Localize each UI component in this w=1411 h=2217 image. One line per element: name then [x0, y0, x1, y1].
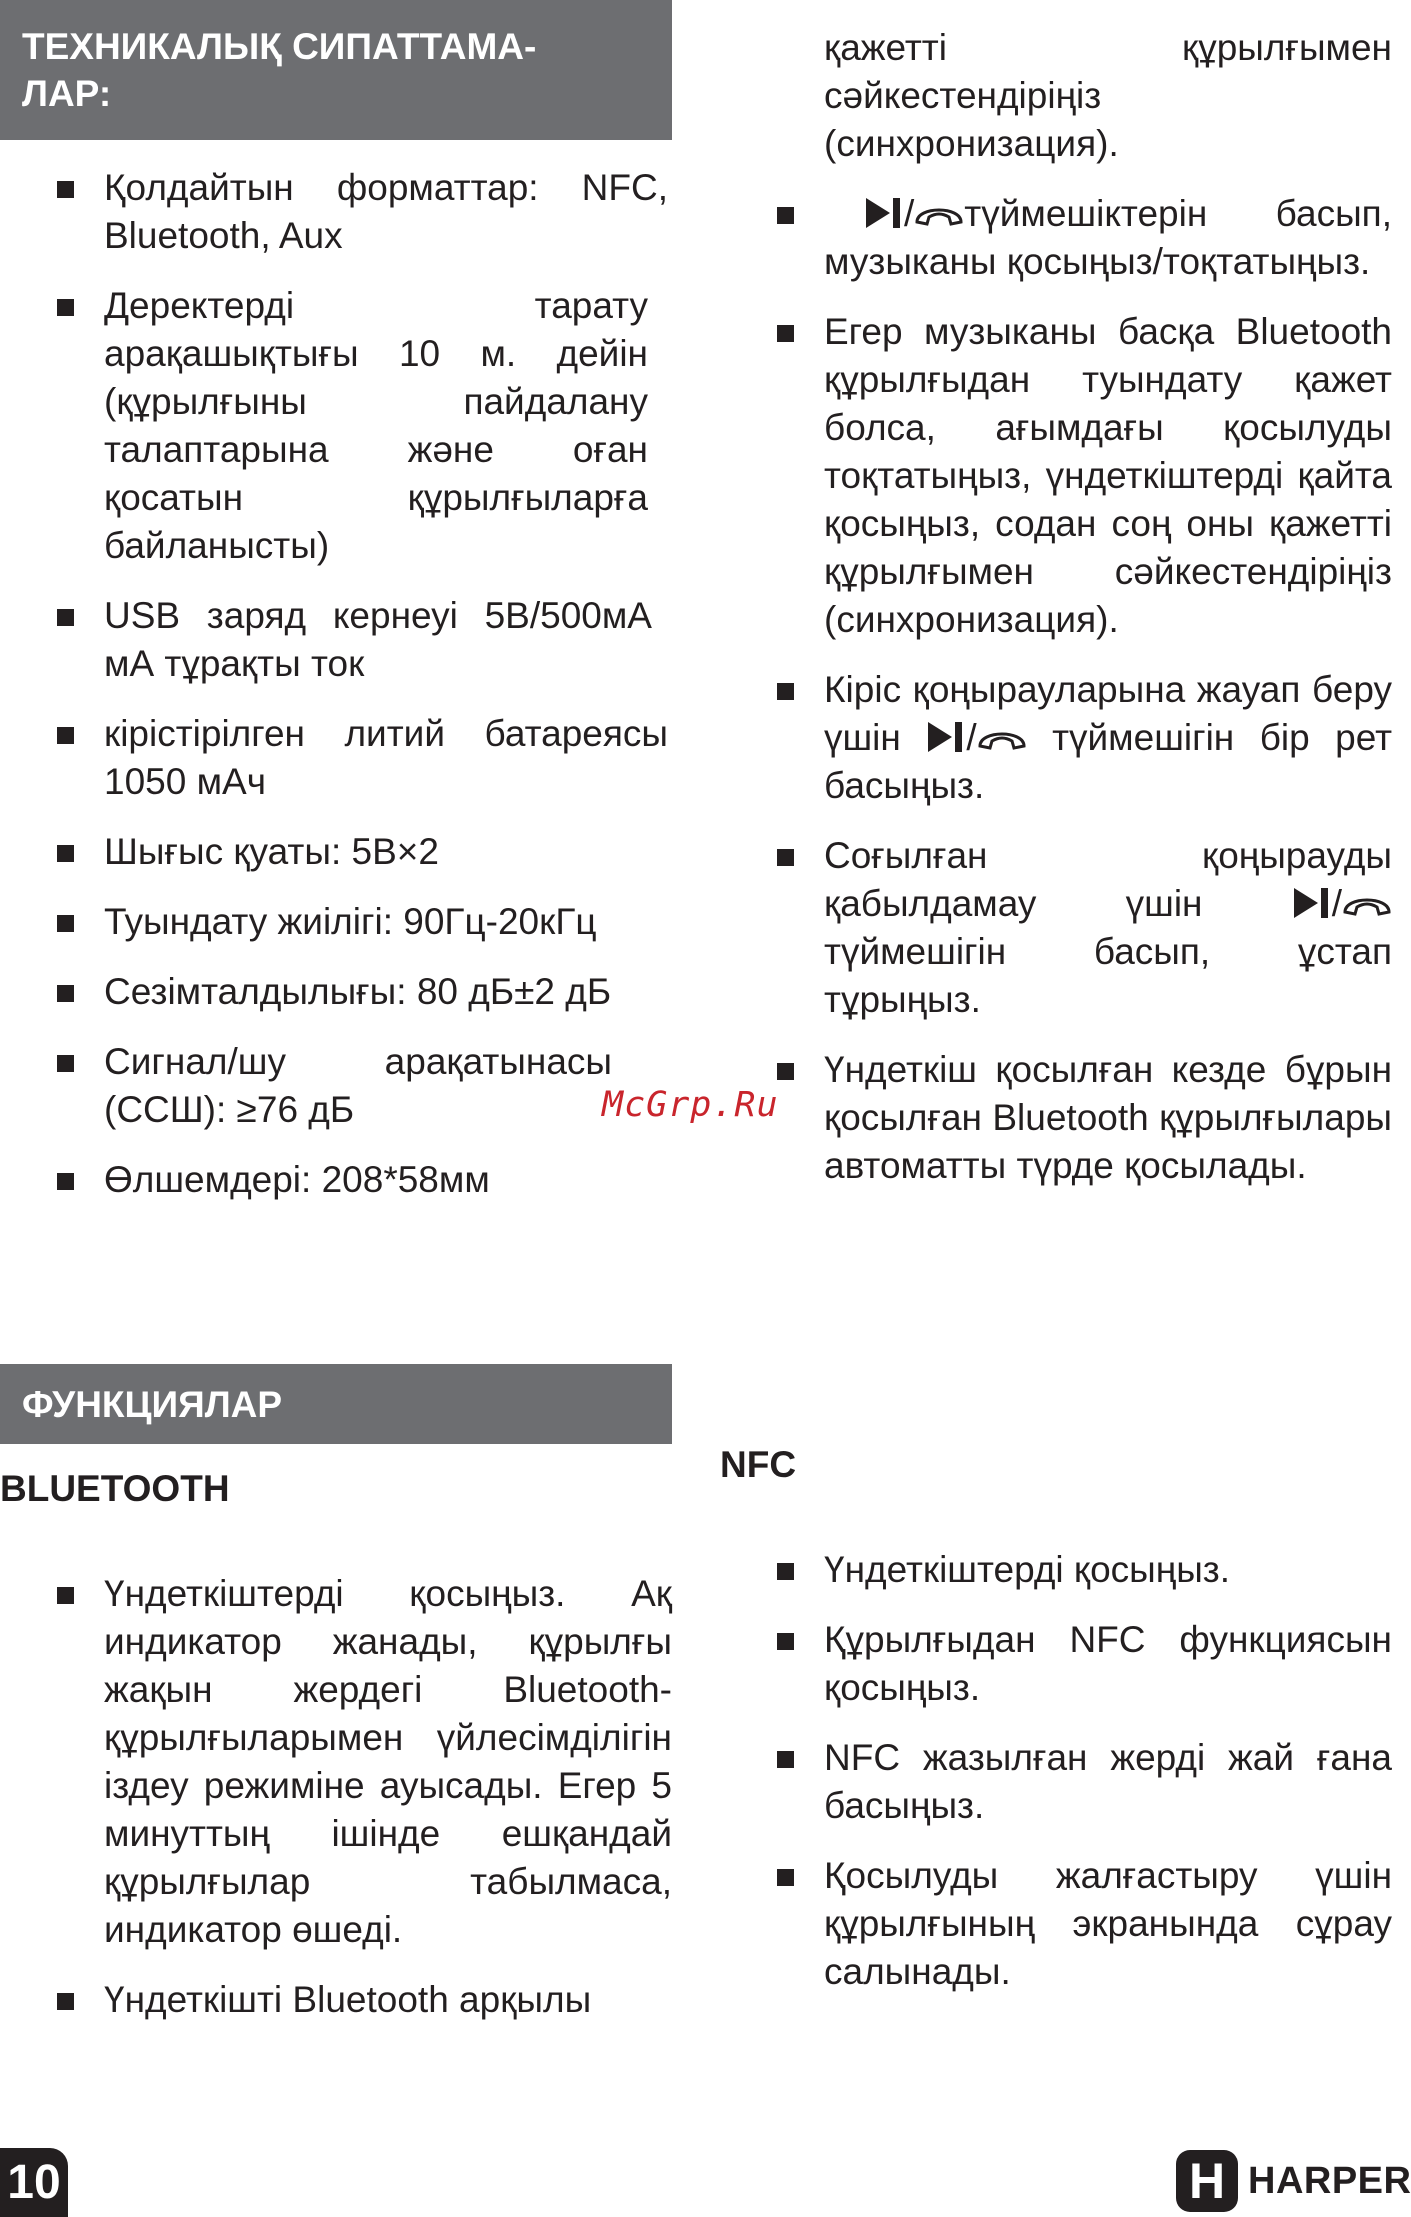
nfc-list [720, 1546, 1392, 2018]
specs-heading-line2: ЛАР: [22, 73, 112, 114]
page-number: 10 [0, 2148, 68, 2217]
play-pause-icon [1292, 886, 1332, 920]
list-item: NFC жазылған жерді жай ғана басыңыз. [720, 1734, 1392, 1830]
list-item-continuation: қажетті құрылғымен сәйкестендіріңіз (синхронизация). [824, 27, 1392, 164]
list-item: Қосылуды жалғастыру үшін құрылғының экранында сұрау салынады. [720, 1852, 1392, 1996]
specs-heading [0, 0, 672, 140]
play-instruction: түймешіктерін басып, музыканы қосыңыз/тоқтатыңыз. [824, 193, 1392, 282]
list-item: Үндеткішті Bluetooth арқылы [0, 1976, 672, 2024]
nfc-heading: NFC [720, 1444, 797, 1485]
bluetooth-list-continued [720, 24, 1392, 1212]
list-item: Соғылған қоңырауды қабылдамау үшін / түймешігін басып, ұстап тұрыңыз. [720, 832, 1392, 1024]
brand-logo-mark: H [1176, 2150, 1238, 2212]
list-item: Туындату жиілігі: 90Гц-20кГц [0, 898, 672, 946]
list-item: Құрылғыдан NFC функциясын қосыңыз. [720, 1616, 1392, 1712]
bluetooth-list [0, 1570, 672, 2046]
specs-list [0, 164, 672, 1226]
list-item: Сезімталдылығы: 80 дБ±2 дБ [0, 968, 672, 1016]
list-item: Кіріс қоңырауларына жауап беру үшін / түймешігін бір рет басыңыз. [720, 666, 1392, 810]
list-item: Үндеткіштерді қосыңыз. Ақ индикатор жанады, құрылғы жақын жердегі Bluetooth-құрылғыларымен үйлесімділігін іздеу режиміне ауысады. Егер 5 минуттың ішінде ешқандай құрылғылар табылмаса, индикатор өшеді. [0, 1570, 672, 1954]
play-pause-icon [864, 196, 904, 230]
reject-call-text: Соғылған қоңырауды қабылдамау үшін [824, 835, 1392, 924]
list-item: Шығыс қуаты: 5В×2 [0, 828, 672, 876]
functions-heading: ФУНКЦИЯЛАР [0, 1364, 672, 1444]
specs-heading-line1: ТЕХНИКАЛЫҚ СИПАТТАМА- [22, 26, 537, 67]
list-item: кірістірілген литий батареясы 1050 мАч [0, 710, 672, 806]
list-item: Сигнал/шу арақатынасы (ССШ): ≥76 дБ [0, 1038, 672, 1134]
list-item: Деректерді тарату арақашықтығы 10 м. дейін (құрылғыны пайдалану талаптарына және оған қосатын құрылғыларға байланысты) [0, 282, 672, 570]
phone-icon [914, 200, 964, 230]
brand-logo [1176, 2150, 1411, 2212]
reject-call-suffix: түймешігін басып, ұстап тұрыңыз. [824, 931, 1392, 1020]
list-item: / түймешіктерін басып, музыканы қосыңыз/тоқтатыңыз. [720, 190, 1392, 286]
list-item: Үндеткіш қосылған кезде бұрын қосылған Bluetooth құрылғылары автоматты түрде қосылады. [720, 1046, 1392, 1190]
play-pause-icon [926, 720, 966, 754]
answer-call-suffix: түймешігін бір рет басыңыз. [824, 717, 1393, 806]
answer-call-text: Кіріс қоңырауларына жауап беру үшін [824, 669, 1392, 758]
list-item: Үндеткіштерді қосыңыз. [720, 1546, 1392, 1594]
watermark: McGrp.Ru [602, 1085, 779, 1125]
list-item: Өлшемдері: 208*58мм [0, 1156, 672, 1204]
list-item: Қолдайтын форматтар: NFC, Bluetooth, Aux [0, 164, 672, 260]
bluetooth-heading: BLUETOOTH [0, 1468, 230, 1509]
phone-icon [977, 724, 1027, 754]
phone-icon [1342, 890, 1392, 920]
brand-name: HARPER [1248, 2159, 1411, 2202]
list-item: Егер музыканы басқа Bluetooth құрылғыдан туындату қажет болса, ағымдағы қосылуды тоқтатыңыз, үндеткіштерді қайта қосыңыз, содан соң оны қажетті құрылғымен сәйкестендіріңіз (синхронизация). [720, 308, 1392, 644]
list-item: USB заряд кернеуі 5В/500мА мА тұрақты ток [0, 592, 672, 688]
